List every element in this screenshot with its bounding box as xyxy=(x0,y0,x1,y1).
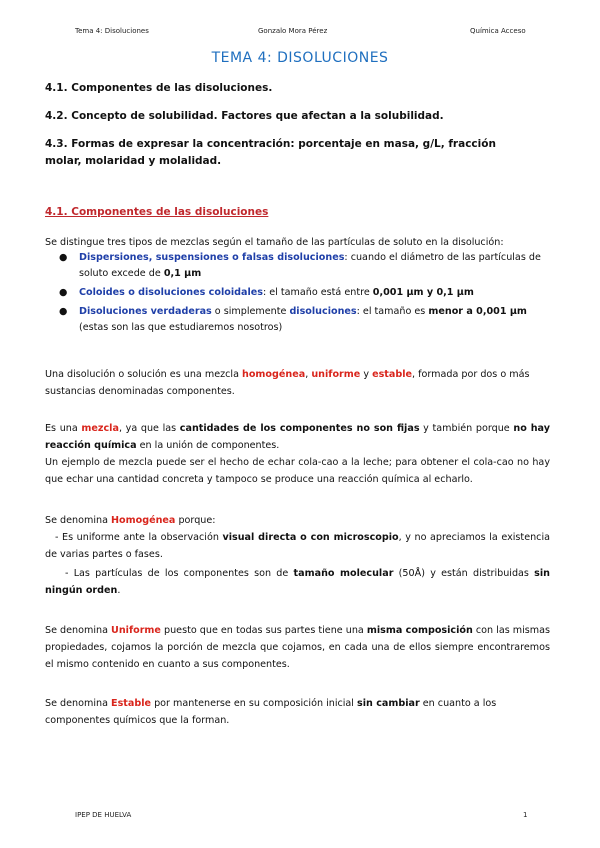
list-item xyxy=(59,304,550,336)
type-text: o simplemente xyxy=(211,306,290,317)
homogenea-point-2: - Las partículas de los componentes son de tamaño molecular (50Å) y están distribuidas sin ningún orden. xyxy=(45,568,551,596)
toc-item-1: 4.1. Componentes de las disoluciones. xyxy=(45,82,273,94)
homogenea-point-1: - Es uniforme ante la observación visual directa o con microscopio, y no apreciamos la existencia de varias partes o fases. xyxy=(45,532,550,560)
types-list xyxy=(45,250,550,339)
estable-paragraph: Se denomina Estable por mantenerse en su composición inicial sin cambiar en cuanto a los componentes químicos que la forman. xyxy=(45,698,497,726)
type-text: : el tamaño es xyxy=(356,306,429,317)
mezcla-term: mezcla xyxy=(81,423,119,434)
type-term: Coloides o disoluciones coloidales xyxy=(79,287,263,298)
type-value: 0,001 µm y 0,1 µm xyxy=(372,287,474,298)
list-item xyxy=(59,250,550,282)
bullet-icon: ● xyxy=(59,287,68,298)
uniforme-word: Uniforme xyxy=(111,625,161,636)
estable-term: estable xyxy=(372,369,413,380)
mezcla-paragraph: Es una mezcla, ya que las cantidades de los componentes no son fijas y también porque no hay reacción química en la unión de componentes. Un ejemplo de mezcla puede ser el hecho de echar cola-cao a la leche; para obtener el cola-cao no hay que echar una cantidad concreta y tampoco se produce una reacción química al echarlo. xyxy=(45,423,550,485)
bullet-icon: ● xyxy=(59,306,68,317)
section-heading: 4.1. Componentes de las disoluciones xyxy=(45,206,269,218)
uniforme-term: uniforme xyxy=(311,369,361,380)
header-left: Tema 4: Disoluciones xyxy=(75,27,149,35)
bullet-icon: ● xyxy=(59,252,68,263)
homogenea-intro: Se denomina Homogénea porque: xyxy=(45,515,216,526)
type-value: menor a 0,001 µm xyxy=(428,306,527,317)
header-right: Química Acceso xyxy=(470,27,526,35)
toc-item-3: 4.3. Formas de expresar la concentración: porcentaje en masa, g/L, fracción molar, molaridad y molalidad. xyxy=(45,138,496,167)
type-term: Disoluciones verdaderas xyxy=(79,306,212,317)
type-text: : el tamaño está entre xyxy=(262,287,373,298)
page-number: 1 xyxy=(523,811,528,819)
type-term: Dispersiones, suspensiones o falsas disoluciones xyxy=(79,252,345,263)
list-item xyxy=(59,285,550,301)
definition-paragraph: Una disolución o solución es una mezcla homogénea, uniforme y estable, formada por dos o más sustancias denominadas componentes. xyxy=(45,369,530,397)
intro-text: Se distingue tres tipos de mezclas según el tamaño de las partículas de soluto en la disolución: xyxy=(45,237,504,248)
estable-word: Estable xyxy=(111,698,152,709)
homogenea-term: homogénea xyxy=(242,369,306,380)
type-text: (estas son las que estudiaremos nosotros) xyxy=(79,322,283,333)
uniforme-paragraph: Se denomina Uniforme puesto que en todas sus partes tiene una misma composición con las mismas propiedades, cojamos la porción de mezcla que cojamos, en cada una de ellos siempre encontraremos el mismo contenido en cuanto a sus componentes. xyxy=(45,625,550,670)
homogenea-word: Homogénea xyxy=(111,515,176,526)
mezcla-example: Un ejemplo de mezcla puede ser el hecho de echar cola-cao a la leche; para obtener el cola-cao no hay que echar una cantidad concreta y tampoco se produce una reacción química al echarlo. xyxy=(45,457,550,485)
page-title: TEMA 4: DISOLUCIONES xyxy=(211,50,389,66)
header-center: Gonzalo Mora Pérez xyxy=(258,27,328,35)
type-value: 0,1 µm xyxy=(163,268,202,279)
footer-left: IPEP DE HUELVA xyxy=(75,811,132,819)
type-text: : cuando el diámetro de las partículas de soluto excede de xyxy=(79,252,541,279)
toc-item-2: 4.2. Concepto de solubilidad. Factores que afectan a la solubilidad. xyxy=(45,110,444,122)
type-term-2: disoluciones xyxy=(289,306,357,317)
